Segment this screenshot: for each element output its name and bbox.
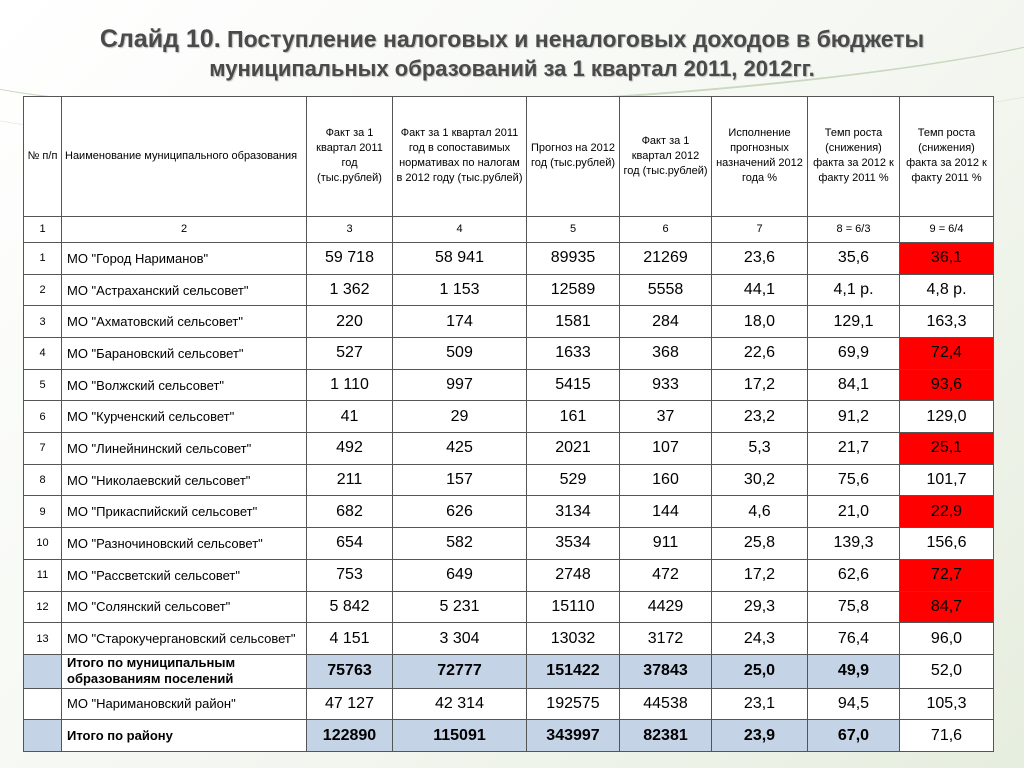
municipality-name: МО "Город Нариманов" [62, 243, 307, 275]
total-value: 72777 [393, 654, 527, 688]
value-cell: 129,1 [808, 306, 900, 338]
header-cell: Исполнение прогнозных назначений 2012 года % [712, 97, 808, 217]
value-cell: 37 [620, 401, 712, 433]
row-number: 8 [24, 464, 62, 496]
value-cell: 161 [527, 401, 620, 433]
table-row [24, 369, 994, 401]
column-number: 2 [62, 216, 307, 243]
total-value: 82381 [620, 720, 712, 752]
value-cell: 753 [307, 559, 393, 591]
value-cell: 29 [393, 401, 527, 433]
total-value: 151422 [527, 654, 620, 688]
row-number: 10 [24, 528, 62, 560]
table-row [24, 243, 994, 275]
column-number-row [24, 216, 994, 243]
column-number: 9 = 6/4 [900, 216, 994, 243]
row-number [24, 654, 62, 688]
value-cell: 22,6 [712, 338, 808, 370]
header-cell: Факт за 1 квартал 2011 год (тыс.рублей) [307, 97, 393, 217]
value-cell: 15110 [527, 591, 620, 623]
header-row [24, 97, 994, 217]
value-cell: 101,7 [900, 464, 994, 496]
column-number: 3 [307, 216, 393, 243]
header-cell: Факт за 1 квартал 2011 год в сопоставимых нормативах по налогам в 2012 году (тыс.рублей) [393, 97, 527, 217]
value-cell: 41 [307, 401, 393, 433]
value-cell: 3534 [527, 528, 620, 560]
table-row [24, 496, 994, 528]
municipality-name: МО "Барановский сельсовет" [62, 338, 307, 370]
total-value: 42 314 [393, 688, 527, 720]
municipality-name: МО "Старокучергановский сельсовет" [62, 623, 307, 655]
value-cell: 5558 [620, 274, 712, 306]
total-value: 25,0 [712, 654, 808, 688]
value-cell: 84,7 [900, 591, 994, 623]
value-cell: 13032 [527, 623, 620, 655]
value-cell: 582 [393, 528, 527, 560]
value-cell: 160 [620, 464, 712, 496]
slide-number: Слайд 10. [99, 25, 221, 53]
value-cell: 22,9 [900, 496, 994, 528]
value-cell: 4429 [620, 591, 712, 623]
total-row [24, 720, 994, 752]
table-row [24, 591, 994, 623]
row-number: 13 [24, 623, 62, 655]
title-line-2: муниципальных образований за 1 квартал 2011, 2012гг. [209, 56, 815, 81]
header-cell: Прогноз на 2012 год (тыс.рублей) [527, 97, 620, 217]
value-cell: 36,1 [900, 243, 994, 275]
municipality-name: МО "Разночиновский сельсовет" [62, 528, 307, 560]
value-cell: 626 [393, 496, 527, 528]
value-cell: 72,4 [900, 338, 994, 370]
total-value: 105,3 [900, 688, 994, 720]
value-cell: 5415 [527, 369, 620, 401]
value-cell: 96,0 [900, 623, 994, 655]
row-number: 2 [24, 274, 62, 306]
column-number: 4 [393, 216, 527, 243]
table-row [24, 338, 994, 370]
total-value: 47 127 [307, 688, 393, 720]
value-cell: 69,9 [808, 338, 900, 370]
value-cell: 509 [393, 338, 527, 370]
subtotal-row [24, 654, 994, 688]
value-cell: 18,0 [712, 306, 808, 338]
municipality-name: МО "Николаевский сельсовет" [62, 464, 307, 496]
value-cell: 492 [307, 433, 393, 465]
value-cell: 911 [620, 528, 712, 560]
value-cell: 5 842 [307, 591, 393, 623]
value-cell: 24,3 [712, 623, 808, 655]
total-name: Итого по району [62, 720, 307, 752]
value-cell: 21,7 [808, 433, 900, 465]
value-cell: 529 [527, 464, 620, 496]
row-number: 1 [24, 243, 62, 275]
district-row [24, 688, 994, 720]
total-value: 23,9 [712, 720, 808, 752]
total-value: 115091 [393, 720, 527, 752]
row-number [24, 688, 62, 720]
value-cell: 62,6 [808, 559, 900, 591]
total-value: 192575 [527, 688, 620, 720]
value-cell: 5 231 [393, 591, 527, 623]
value-cell: 1633 [527, 338, 620, 370]
value-cell: 4,8 р. [900, 274, 994, 306]
column-number: 6 [620, 216, 712, 243]
value-cell: 654 [307, 528, 393, 560]
column-number: 1 [24, 216, 62, 243]
table-row [24, 464, 994, 496]
municipality-name: МО "Рассветский сельсовет" [62, 559, 307, 591]
value-cell: 682 [307, 496, 393, 528]
municipality-name: МО "Ахматовский сельсовет" [62, 306, 307, 338]
column-number: 5 [527, 216, 620, 243]
municipality-name: МО "Астраханский сельсовет" [62, 274, 307, 306]
value-cell: 4,6 [712, 496, 808, 528]
value-cell: 174 [393, 306, 527, 338]
municipality-name: МО "Солянский сельсовет" [62, 591, 307, 623]
total-value: 23,1 [712, 688, 808, 720]
row-number: 6 [24, 401, 62, 433]
value-cell: 23,6 [712, 243, 808, 275]
total-value: 343997 [527, 720, 620, 752]
value-cell: 4,1 р. [808, 274, 900, 306]
total-value: 71,6 [900, 720, 994, 752]
column-number: 7 [712, 216, 808, 243]
value-cell: 2021 [527, 433, 620, 465]
row-number: 11 [24, 559, 62, 591]
total-value: 122890 [307, 720, 393, 752]
value-cell: 2748 [527, 559, 620, 591]
value-cell: 1 153 [393, 274, 527, 306]
value-cell: 21269 [620, 243, 712, 275]
value-cell: 157 [393, 464, 527, 496]
value-cell: 211 [307, 464, 393, 496]
header-cell: Наименование муниципального образования [62, 97, 307, 217]
value-cell: 17,2 [712, 369, 808, 401]
value-cell: 75,8 [808, 591, 900, 623]
row-number: 9 [24, 496, 62, 528]
total-value: 67,0 [808, 720, 900, 752]
value-cell: 21,0 [808, 496, 900, 528]
value-cell: 5,3 [712, 433, 808, 465]
header-cell: № п/п [24, 97, 62, 217]
header-cell: Темп роста (снижения) факта за 2012 к факту 2011 % [808, 97, 900, 217]
total-value: 94,5 [808, 688, 900, 720]
value-cell: 284 [620, 306, 712, 338]
table-row [24, 306, 994, 338]
value-cell: 220 [307, 306, 393, 338]
value-cell: 25,8 [712, 528, 808, 560]
table-row [24, 274, 994, 306]
value-cell: 107 [620, 433, 712, 465]
value-cell: 1581 [527, 306, 620, 338]
value-cell: 933 [620, 369, 712, 401]
total-value: 52,0 [900, 654, 994, 688]
total-value: 49,9 [808, 654, 900, 688]
row-number: 3 [24, 306, 62, 338]
table-row [24, 623, 994, 655]
municipality-name: МО "Курченский сельсовет" [62, 401, 307, 433]
value-cell: 472 [620, 559, 712, 591]
row-number: 5 [24, 369, 62, 401]
municipality-name: МО "Волжский сельсовет" [62, 369, 307, 401]
total-value: 44538 [620, 688, 712, 720]
total-value: 37843 [620, 654, 712, 688]
revenue-table [23, 96, 994, 752]
value-cell: 59 718 [307, 243, 393, 275]
value-cell: 72,7 [900, 559, 994, 591]
value-cell: 3 304 [393, 623, 527, 655]
value-cell: 29,3 [712, 591, 808, 623]
total-value: 75763 [307, 654, 393, 688]
value-cell: 527 [307, 338, 393, 370]
table-row [24, 528, 994, 560]
row-number [24, 720, 62, 752]
table-row [24, 559, 994, 591]
value-cell: 163,3 [900, 306, 994, 338]
municipality-name: МО "Линейнинский сельсовет" [62, 433, 307, 465]
value-cell: 3134 [527, 496, 620, 528]
value-cell: 144 [620, 496, 712, 528]
value-cell: 44,1 [712, 274, 808, 306]
row-number: 4 [24, 338, 62, 370]
value-cell: 368 [620, 338, 712, 370]
title-line-1: Поступление налоговых и неналоговых доходов в бюджеты [220, 26, 925, 52]
table-row [24, 401, 994, 433]
total-name: МО "Наримановский район" [62, 688, 307, 720]
value-cell: 91,2 [808, 401, 900, 433]
value-cell: 84,1 [808, 369, 900, 401]
value-cell: 75,6 [808, 464, 900, 496]
row-number: 7 [24, 433, 62, 465]
value-cell: 12589 [527, 274, 620, 306]
value-cell: 139,3 [808, 528, 900, 560]
header-cell: Факт за 1 квартал 2012 год (тыс.рублей) [620, 97, 712, 217]
value-cell: 1 362 [307, 274, 393, 306]
value-cell: 997 [393, 369, 527, 401]
total-name: Итого по муниципальным образованиям поселений [62, 654, 307, 688]
value-cell: 23,2 [712, 401, 808, 433]
value-cell: 3172 [620, 623, 712, 655]
value-cell: 4 151 [307, 623, 393, 655]
value-cell: 129,0 [900, 401, 994, 433]
value-cell: 58 941 [393, 243, 527, 275]
value-cell: 76,4 [808, 623, 900, 655]
value-cell: 649 [393, 559, 527, 591]
value-cell: 35,6 [808, 243, 900, 275]
value-cell: 425 [393, 433, 527, 465]
value-cell: 30,2 [712, 464, 808, 496]
value-cell: 17,2 [712, 559, 808, 591]
table-row [24, 433, 994, 465]
slide-title [0, 24, 1024, 84]
municipality-name: МО "Прикаспийский сельсовет" [62, 496, 307, 528]
value-cell: 93,6 [900, 369, 994, 401]
value-cell: 156,6 [900, 528, 994, 560]
row-number: 12 [24, 591, 62, 623]
header-cell: Темп роста (снижения) факта за 2012 к факту 2011 % [900, 97, 994, 217]
value-cell: 89935 [527, 243, 620, 275]
value-cell: 1 110 [307, 369, 393, 401]
column-number: 8 = 6/3 [808, 216, 900, 243]
value-cell: 25,1 [900, 433, 994, 465]
